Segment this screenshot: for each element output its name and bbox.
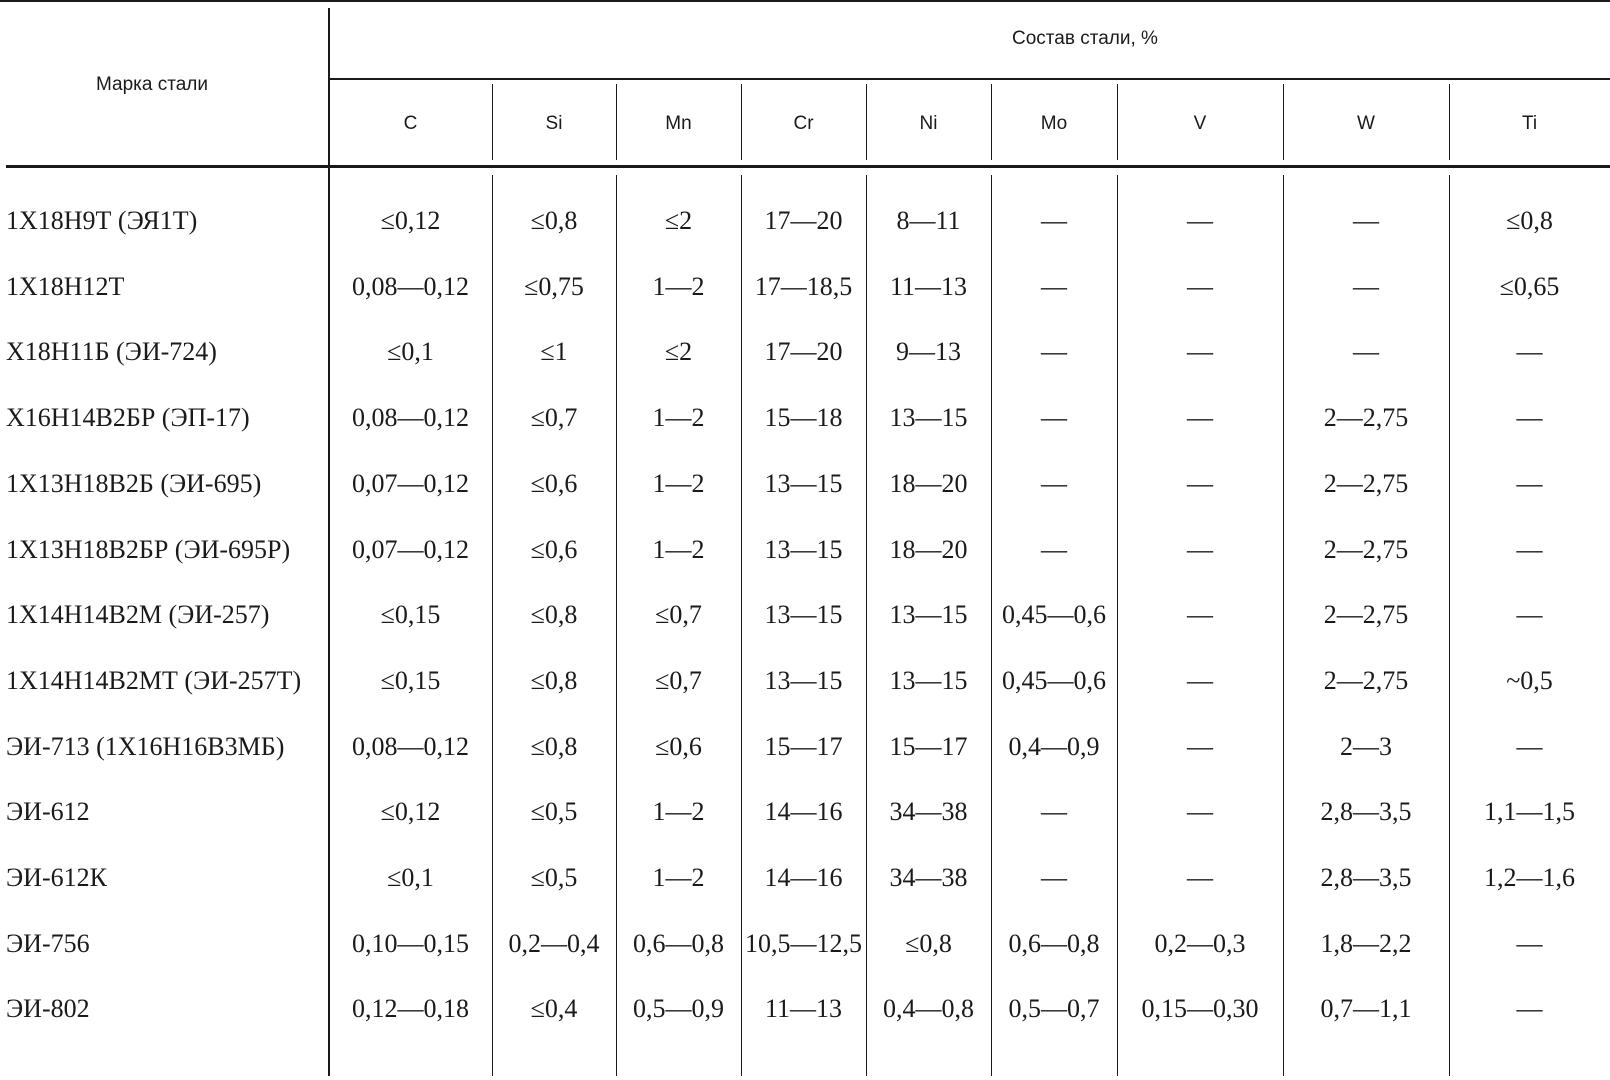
column-divider xyxy=(1283,175,1284,1076)
value-cell-cr: 10,5—12,5 xyxy=(745,928,862,958)
value-cell-mo: — xyxy=(1041,337,1067,367)
value-cell-ni: 18—20 xyxy=(889,468,968,498)
value-cell-c: 0,08—0,12 xyxy=(352,403,469,433)
composition-group-header: Состав стали, % xyxy=(1012,28,1158,49)
grade-cell: 1Х13Н18В2Б (ЭИ-695) xyxy=(6,468,262,498)
value-cell-c: ≤0,1 xyxy=(387,863,434,892)
element-header-ni: Ni xyxy=(919,113,938,134)
column-divider xyxy=(616,84,617,160)
value-cell-c: 0,08—0,12 xyxy=(352,271,469,301)
value-cell-w: — xyxy=(1353,271,1379,301)
value-cell-v: — xyxy=(1187,731,1213,761)
value-cell-ni: ≤0,8 xyxy=(905,928,952,958)
value-cell-v: — xyxy=(1187,271,1213,301)
value-cell-mn: ≤0,7 xyxy=(655,665,702,695)
value-cell-w: 2—2,75 xyxy=(1323,665,1409,695)
value-cell-mo: — xyxy=(1041,468,1067,498)
value-cell-si: 0,2—0,4 xyxy=(508,928,600,958)
value-cell-v: — xyxy=(1187,403,1213,433)
value-cell-ni: 11—13 xyxy=(889,271,968,301)
value-cell-ti: 1,2—1,6 xyxy=(1484,863,1575,892)
column-divider xyxy=(1283,84,1284,160)
grade-cell: ЭИ-612 xyxy=(6,797,90,827)
value-cell-ni: 8—11 xyxy=(896,206,961,235)
value-cell-c: 0,08—0,12 xyxy=(352,731,469,761)
value-cell-cr: 17—20 xyxy=(764,337,843,367)
grade-column-divider xyxy=(328,8,330,1076)
value-cell-cr: 14—16 xyxy=(764,863,843,892)
value-cell-w: — xyxy=(1353,337,1379,367)
value-cell-si: ≤0,6 xyxy=(530,534,578,564)
grade-cell: ЭИ-612К xyxy=(6,863,107,892)
value-cell-ni: 18—20 xyxy=(889,534,968,564)
value-cell-mn: 1—2 xyxy=(652,468,705,498)
grade-cell: 1Х14Н14В2М (ЭИ-257) xyxy=(6,600,270,630)
value-cell-mo: 0,45—0,6 xyxy=(1002,665,1106,695)
value-cell-ni: 34—38 xyxy=(889,863,968,892)
column-divider xyxy=(741,175,742,1076)
value-cell-mn: 1—2 xyxy=(652,403,705,433)
element-header-mn: Mn xyxy=(665,113,692,134)
column-divider xyxy=(492,175,493,1076)
value-cell-cr: 11—13 xyxy=(764,994,843,1024)
value-cell-mn: ≤2 xyxy=(664,337,693,367)
value-cell-ti: — xyxy=(1516,600,1543,630)
value-cell-mn: 0,5—0,9 xyxy=(633,994,724,1024)
value-cell-v: — xyxy=(1187,337,1213,367)
value-cell-w: 2—2,75 xyxy=(1323,468,1409,498)
value-cell-ti: ≤0,8 xyxy=(1506,206,1553,235)
element-header-v: V xyxy=(1193,113,1207,134)
column-divider xyxy=(991,84,992,160)
value-cell-mn: 1—2 xyxy=(652,534,705,564)
value-cell-cr: 17—20 xyxy=(764,206,843,235)
value-cell-c: 0,12—0,18 xyxy=(352,994,469,1024)
value-cell-w: 2,8—3,5 xyxy=(1320,797,1412,827)
value-cell-mn: ≤0,7 xyxy=(655,600,702,630)
element-header-si: Si xyxy=(545,113,563,134)
value-cell-mo: 0,45—0,6 xyxy=(1002,600,1106,630)
top-rule xyxy=(0,0,1610,2)
value-cell-ni: 15—17 xyxy=(889,731,968,761)
value-cell-ni: 9—13 xyxy=(896,337,961,367)
value-cell-w: 0,7—1,1 xyxy=(1320,994,1412,1024)
value-cell-w: 2,8—3,5 xyxy=(1320,863,1412,892)
grade-column-header: Марка стали xyxy=(96,74,209,95)
value-cell-mo: — xyxy=(1041,797,1067,827)
value-cell-ni: 13—15 xyxy=(889,600,968,630)
column-divider xyxy=(1117,175,1118,1076)
grade-cell: 1Х18Н12Т xyxy=(6,271,125,301)
value-cell-si: ≤0,8 xyxy=(530,206,578,235)
header-bottom-rule xyxy=(6,165,1610,168)
column-divider xyxy=(616,175,617,1076)
value-cell-si: ≤0,5 xyxy=(530,863,578,892)
value-cell-mo: — xyxy=(1041,271,1067,301)
value-cell-si: ≤0,8 xyxy=(530,665,578,695)
composition-subheader-rule xyxy=(329,78,1610,80)
grade-cell: ЭИ-802 xyxy=(6,994,90,1024)
value-cell-cr: 15—17 xyxy=(764,731,843,761)
value-cell-ti: ≤0,65 xyxy=(1499,271,1560,301)
value-cell-v: 0,2—0,3 xyxy=(1154,928,1246,958)
value-cell-mn: ≤0,6 xyxy=(655,731,702,761)
value-cell-ni: 13—15 xyxy=(889,403,968,433)
value-cell-cr: 13—15 xyxy=(764,665,843,695)
value-cell-si: ≤0,4 xyxy=(530,994,578,1024)
column-divider xyxy=(866,84,867,160)
grade-cell: 1Х13Н18В2БР (ЭИ-695Р) xyxy=(6,534,291,564)
value-cell-v: — xyxy=(1187,600,1213,630)
value-cell-mn: 0,6—0,8 xyxy=(633,928,724,958)
value-cell-si: ≤1 xyxy=(540,337,568,367)
value-cell-si: ≤0,7 xyxy=(530,403,578,433)
value-cell-ti: — xyxy=(1516,731,1543,761)
element-header-cr: Cr xyxy=(793,113,814,134)
grade-cell: Х18Н11Б (ЭИ-724) xyxy=(6,337,217,367)
value-cell-c: 0,07—0,12 xyxy=(352,468,469,498)
value-cell-cr: 13—15 xyxy=(764,468,843,498)
column-divider xyxy=(741,84,742,160)
element-header-c: C xyxy=(403,113,418,134)
grade-cell: 1Х18Н9Т (ЭЯ1Т) xyxy=(6,206,198,235)
column-divider xyxy=(866,175,867,1076)
value-cell-si: ≤0,8 xyxy=(530,731,578,761)
value-cell-si: ≤0,75 xyxy=(524,271,584,301)
element-header-mo: Mo xyxy=(1040,113,1068,134)
grade-cell: ЭИ-756 xyxy=(6,928,90,958)
value-cell-ti: — xyxy=(1516,534,1543,564)
grade-cell: ЭИ-713 (1Х16Н16В3МБ) xyxy=(6,731,285,761)
column-divider xyxy=(1449,84,1450,160)
value-cell-c: ≤0,12 xyxy=(380,797,441,827)
value-cell-mo: 0,6—0,8 xyxy=(1008,928,1100,958)
value-cell-c: ≤0,12 xyxy=(380,206,441,235)
value-cell-v: — xyxy=(1187,468,1213,498)
value-cell-c: 0,10—0,15 xyxy=(352,928,469,958)
grade-cell: Х16Н14В2БР (ЭП-17) xyxy=(6,403,250,433)
value-cell-ti: — xyxy=(1516,337,1543,367)
value-cell-cr: 15—18 xyxy=(764,403,843,433)
value-cell-w: 2—3 xyxy=(1340,731,1392,761)
value-cell-c: ≤0,15 xyxy=(380,665,441,695)
value-cell-cr: 13—15 xyxy=(764,600,843,630)
value-cell-v: — xyxy=(1187,206,1213,235)
value-cell-mn: 1—2 xyxy=(652,797,705,827)
element-header-w: W xyxy=(1357,113,1375,134)
value-cell-mo: 0,5—0,7 xyxy=(1008,994,1100,1024)
value-cell-v: — xyxy=(1187,665,1213,695)
value-cell-v: 0,15—0,30 xyxy=(1141,994,1259,1024)
value-cell-c: ≤0,1 xyxy=(387,337,434,367)
value-cell-w: 2—2,75 xyxy=(1323,534,1409,564)
column-divider xyxy=(492,84,493,160)
value-cell-mo: — xyxy=(1041,206,1067,235)
value-cell-cr: 13—15 xyxy=(764,534,843,564)
value-cell-ti: — xyxy=(1516,403,1543,433)
value-cell-cr: 14—16 xyxy=(764,797,843,827)
value-cell-v: — xyxy=(1187,797,1213,827)
value-cell-ni: 13—15 xyxy=(889,665,968,695)
value-cell-ti: — xyxy=(1516,994,1543,1024)
value-cell-ti: 1,1—1,5 xyxy=(1484,797,1575,827)
value-cell-w: — xyxy=(1353,206,1379,235)
column-divider xyxy=(991,175,992,1076)
value-cell-ni: 34—38 xyxy=(889,797,968,827)
value-cell-mo: — xyxy=(1041,403,1067,433)
element-header-ti: Ti xyxy=(1521,113,1538,134)
value-cell-si: ≤0,8 xyxy=(530,600,578,630)
grade-cell: 1Х14Н14В2МТ (ЭИ-257Т) xyxy=(6,665,302,695)
column-divider xyxy=(1449,175,1450,1076)
value-cell-mn: 1—2 xyxy=(652,271,705,301)
value-cell-mn: ≤2 xyxy=(664,206,693,235)
value-cell-c: ≤0,15 xyxy=(380,600,441,630)
value-cell-ti: — xyxy=(1516,468,1543,498)
value-cell-mo: — xyxy=(1041,534,1067,564)
column-divider xyxy=(1117,84,1118,160)
value-cell-w: 1,8—2,2 xyxy=(1320,928,1412,958)
value-cell-w: 2—2,75 xyxy=(1323,600,1409,630)
value-cell-mo: — xyxy=(1041,863,1067,892)
value-cell-cr: 17—18,5 xyxy=(754,271,853,301)
value-cell-w: 2—2,75 xyxy=(1323,403,1409,433)
value-cell-si: ≤0,6 xyxy=(530,468,578,498)
value-cell-ti: ~0,5 xyxy=(1506,665,1553,695)
value-cell-mn: 1—2 xyxy=(652,863,705,892)
value-cell-ni: 0,4—0,8 xyxy=(883,994,974,1024)
value-cell-v: — xyxy=(1187,534,1213,564)
value-cell-v: — xyxy=(1187,863,1213,892)
value-cell-c: 0,07—0,12 xyxy=(352,534,469,564)
value-cell-si: ≤0,5 xyxy=(530,797,578,827)
value-cell-ti: — xyxy=(1516,928,1543,958)
value-cell-mo: 0,4—0,9 xyxy=(1008,731,1100,761)
